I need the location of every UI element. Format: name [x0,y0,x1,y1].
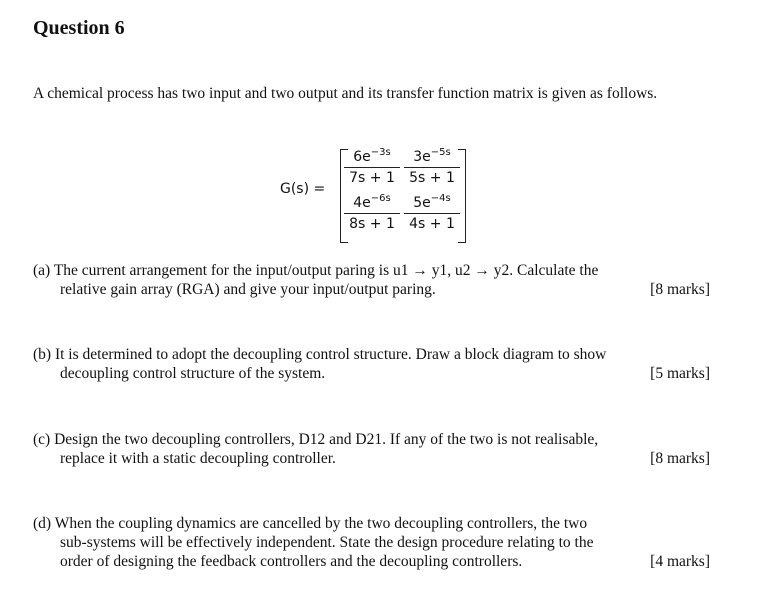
matrix-element-g22 [404,195,460,232]
part-d-line3: order of designing the feedback controllers and the decoupling controllers. [60,553,523,570]
g21-numerator-exp: −6s [370,193,391,204]
part-a-line2: relative gain array (RGA) and give your input/output paring. [60,281,436,298]
part-d-marks: [4 marks] [650,553,710,570]
part-a-label: (a) [33,262,51,279]
part-c [33,430,710,468]
part-d-line1: When the coupling dynamics are cancelled by the two decoupling controllers, the two [54,515,588,532]
part-c-line1: Design the two decoupling controllers, D12 and D21. If any of the two is not realisable, [54,431,599,448]
matrix-lhs: G(s) = [280,181,326,197]
part-c-line2: replace it with a static decoupling controller. [60,450,336,467]
question-title: Question 6 [33,17,125,39]
part-b [33,345,710,383]
g12-numerator-coef: 3e [413,149,431,165]
part-a-marks: [8 marks] [650,281,710,298]
part-c-label: (c) [33,431,51,448]
part-a-line1: The current arrangement for the input/output paring is u1 → y1, u2 → y2. Calculate the [53,262,599,279]
g21-denominator: 8s + 1 [349,216,395,232]
g11-numerator-coef: 6e [353,149,371,165]
part-b-marks: [5 marks] [650,365,710,382]
matrix-element-g21 [344,195,400,232]
g11-numerator-exp: −3s [370,147,391,158]
part-b-line2: decoupling control structure of the system. [60,365,326,382]
g22-numerator-coef: 5e [413,195,431,211]
part-a [33,261,710,299]
g12-numerator-exp: −5s [430,147,451,158]
g22-denominator: 4s + 1 [409,216,455,232]
question-intro: A chemical process has two input and two output and its transfer function matrix is given as follows. [33,85,658,102]
part-d-label: (d) [33,515,52,532]
matrix-element-g11 [344,149,400,186]
part-b-label: (b) [33,346,52,363]
transfer-function-matrix [270,145,480,245]
g22-numerator-exp: −4s [430,193,451,204]
part-d-line2: sub-systems will be effectively independent. State the design procedure relating to the [60,534,594,551]
g11-denominator: 7s + 1 [349,170,395,186]
g21-numerator-coef: 4e [353,195,371,211]
part-c-marks: [8 marks] [650,450,710,467]
part-b-line1: It is determined to adopt the decoupling control structure. Draw a block diagram to show [54,346,607,363]
matrix-element-g12 [404,149,460,186]
part-d [33,514,710,571]
g12-denominator: 5s + 1 [409,170,455,186]
